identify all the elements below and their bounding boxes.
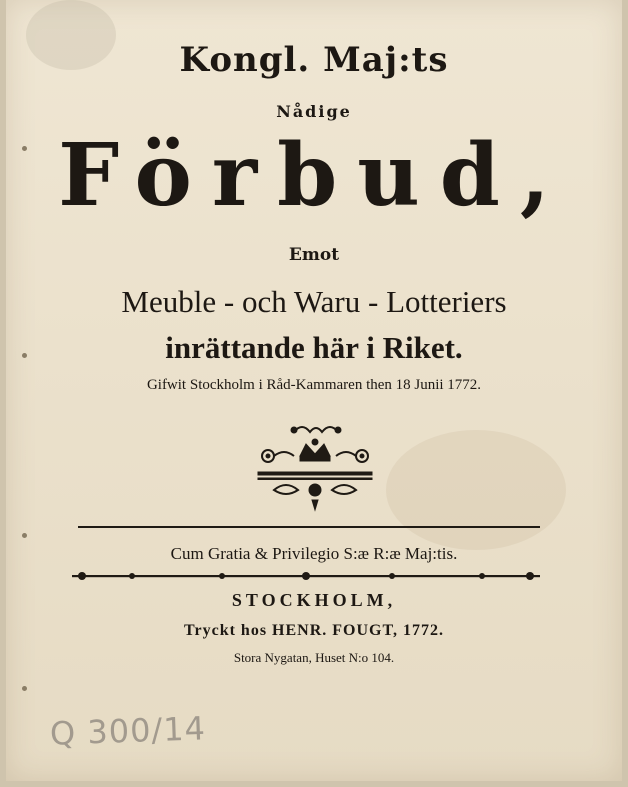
privilege-line: Cum Gratia & Privilegio S:æ R:æ Maj:tis. — [170, 544, 458, 563]
title-line-1: Kongl. Maj:ts — [179, 40, 449, 80]
imprint-address: Stora Nygatan, Huset N:o 104. — [233, 650, 395, 665]
title-line-5: Meuble - och Waru - Lotteriers — [121, 284, 507, 319]
document-page — [6, 0, 622, 781]
crown-vignette-ornament — [254, 418, 376, 514]
paper-stain — [386, 430, 566, 550]
ornamental-rule — [72, 570, 540, 582]
horizontal-rule — [78, 526, 540, 528]
binding-hole — [22, 533, 27, 538]
handwritten-shelfmark: Q 300/14 — [49, 709, 207, 753]
title-line-3: Förbud, — [58, 125, 570, 226]
binding-hole — [22, 686, 27, 691]
title-line-6: inrättande här i Riket. — [165, 330, 463, 365]
imprint-city: STOCKHOLM, — [231, 590, 397, 610]
dateline: Gifwit Stockholm i Råd-Kammaren then 18 Junii 1772. — [146, 377, 482, 393]
title-line-4: Emot — [288, 245, 340, 265]
title-line-2: Nådige — [276, 102, 352, 121]
imprint-printer: Tryckt hos HENR. FOUGT, 1772. — [184, 622, 444, 639]
